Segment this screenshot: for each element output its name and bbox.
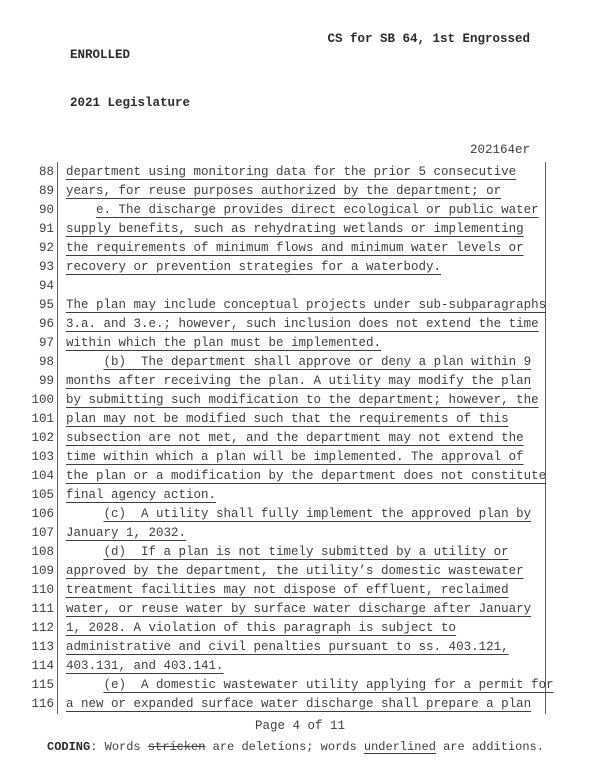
line-number: 109 [31,564,54,578]
line-text [54,638,509,657]
bill-line [0,372,600,391]
line-underlined-text: (d) If a plan is not timely submitted by a utility or [103,545,509,559]
line-text [54,695,531,714]
line-underlined-text: supply benefits, such as rehydrating wetlands or implementing [66,222,524,236]
line-underlined-text: (c) A utility shall fully implement the approved plan by [103,507,532,521]
line-underlined-text: by submitting such modification to the department; however, the [66,393,539,407]
line-underlined-text: 3.a. and 3.e.; however, such inclusion does not extend the time [66,317,539,331]
header-left [70,15,190,143]
line-text [54,372,531,391]
bill-line [0,201,600,220]
line-underlined-text: within which the plan must be implemented. [66,336,382,350]
line-number: 102 [31,431,54,445]
coding-label: CODING [47,740,91,754]
line-text [54,410,509,429]
line-number: 115 [31,678,54,692]
line-number: 113 [31,640,54,654]
line-number: 89 [38,184,54,198]
line-text [54,353,531,372]
line-underlined-text: months after receiving the plan. A utility may modify the plan [66,374,532,388]
line-indent [66,678,104,692]
bill-line [0,562,600,581]
line-number: 105 [31,488,54,502]
line-indent [66,355,104,369]
page-indicator: Page 4 of 11 [254,719,345,733]
line-text [54,448,524,467]
bill-line [0,619,600,638]
line-underlined-text: (b) The department shall approve or deny a plan within 9 [103,355,532,369]
line-underlined-text: e. The discharge provides direct ecological or public water [96,203,539,217]
line-number: 94 [38,279,54,293]
bill-line [0,334,600,353]
line-text [54,619,456,638]
bill-line [0,391,600,410]
bill-line [0,353,600,372]
line-number: 99 [38,374,54,388]
line-text [54,258,441,277]
line-indent [66,203,96,217]
line-text [54,220,524,239]
line-text [54,543,509,562]
line-underlined-text: years, for reuse purposes authorized by the department; or [66,184,502,198]
line-text [54,239,524,258]
line-text [54,163,516,182]
line-underlined-text: department using monitoring data for the prior 5 consecutive [66,165,517,179]
line-number: 98 [38,355,54,369]
line-underlined-text: the requirements of minimum flows and minimum water levels or [66,241,524,255]
line-underlined-text: plan may not be modified such that the requirements of this [66,412,509,426]
line-underlined-text: treatment facilities may not dispose of effluent, reclaimed [66,583,509,597]
line-underlined-text: time within which a plan will be implemented. The approval of [66,450,524,464]
line-text [54,676,554,695]
bill-line [0,638,600,657]
bill-line [0,410,600,429]
coding-words-2: are deletions; words [205,740,364,754]
line-number: 112 [31,621,54,635]
line-number: 95 [38,298,54,312]
bill-line [0,239,600,258]
line-underlined-text: a new or expanded surface water discharge shall prepare a plan [66,697,532,711]
line-number: 103 [31,450,54,464]
line-underlined-text: final agency action. [66,488,217,502]
line-number: 116 [31,697,54,711]
line-text [54,600,531,619]
line-number: 110 [31,583,54,597]
line-text [54,657,224,676]
line-number: 106 [31,507,54,521]
bill-text-lines [0,163,600,714]
line-number: 93 [38,260,54,274]
line-text [54,182,501,201]
line-text [54,429,524,448]
bill-line [0,543,600,562]
line-text [54,486,216,505]
line-underlined-text: recovery or prevention strategies for a waterbody. [66,260,442,274]
line-number: 96 [38,317,54,331]
line-text [54,334,381,353]
coding-words-1: Words [104,740,148,754]
coding-legend [47,740,544,755]
bill-line [0,163,600,182]
bill-line [0,600,600,619]
bill-title: CS for SB 64, 1st Engrossed [327,32,530,46]
line-number: 114 [31,659,54,673]
line-text [54,505,531,524]
line-number: 100 [31,393,54,407]
line-text [54,277,66,296]
line-indent [66,545,104,559]
line-underlined-text: The plan may include conceptual projects under sub-subparagraphs [66,298,547,312]
line-underlined-text: administrative and civil penalties pursuant to ss. 403.121, [66,640,509,654]
line-number: 108 [31,545,54,559]
bill-line [0,315,600,334]
coding-underlined-sample: underlined [363,740,436,754]
line-text [54,201,539,220]
line-number: 104 [31,469,54,483]
bill-status: ENROLLED [70,48,131,62]
line-number: 92 [38,241,54,255]
session-label: 2021 Legislature [70,96,191,110]
line-underlined-text: water, or reuse water by surface water discharge after January [66,602,532,616]
line-number: 91 [38,222,54,236]
line-number: 90 [38,203,54,217]
bill-line [0,429,600,448]
line-text [54,562,524,581]
line-underlined-text: approved by the department, the utility’s domestic wastewater [66,564,524,578]
bill-line [0,695,600,714]
line-number: 101 [31,412,54,426]
line-text [54,467,546,486]
bill-line [0,676,600,695]
line-text [54,391,539,410]
line-underlined-text: the plan or a modification by the department does not constitute [66,469,547,483]
line-number: 111 [31,602,54,616]
line-text [54,296,546,315]
line-underlined-text: 403.131, and 403.141. [66,659,224,673]
line-text [54,581,509,600]
coding-separator: : [90,740,105,754]
bill-line [0,505,600,524]
bill-line [0,467,600,486]
line-underlined-text: subsection are not met, and the department may not extend the [66,431,524,445]
bill-line [0,448,600,467]
line-number: 107 [31,526,54,540]
bill-line [0,220,600,239]
line-underlined-text: (e) A domestic wastewater utility applying for a permit for [103,678,554,692]
line-text [54,524,186,543]
bill-line [0,182,600,201]
line-underlined-text: 1, 2028. A violation of this paragraph is subject to [66,621,457,635]
line-underlined-text: January 1, 2032. [66,526,187,540]
bill-line [0,524,600,543]
bill-line [0,258,600,277]
doc-code: 202164er [469,143,530,157]
coding-words-3: are additions. [435,740,544,754]
line-text [54,315,539,334]
line-number: 97 [38,336,54,350]
line-indent [66,507,104,521]
bill-line [0,296,600,315]
bill-line [0,486,600,505]
coding-stricken-sample: stricken [147,740,206,754]
line-number: 88 [38,165,54,179]
bill-line [0,657,600,676]
bill-line [0,277,600,296]
bill-line [0,581,600,600]
